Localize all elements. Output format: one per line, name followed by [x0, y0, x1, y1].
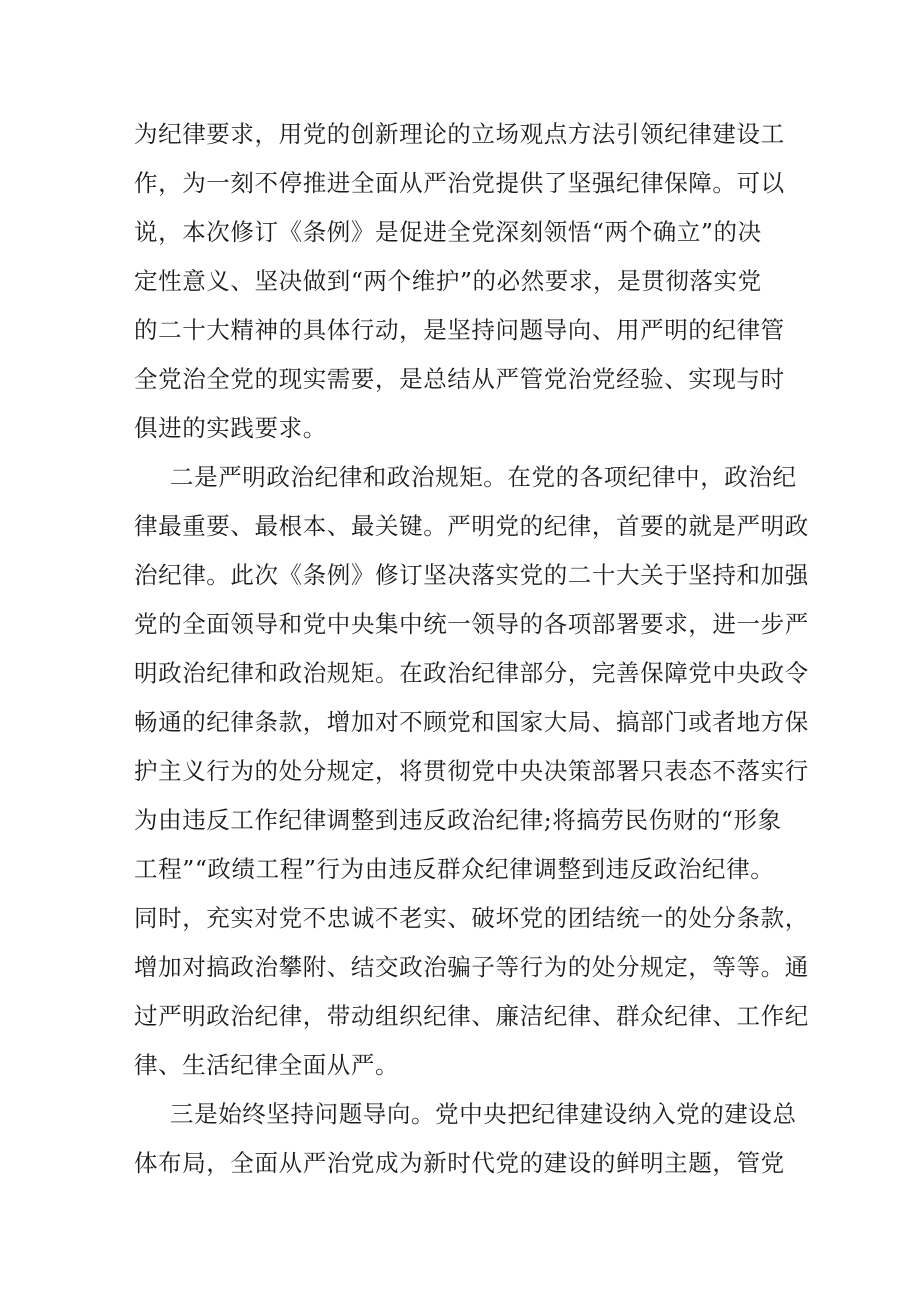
text-line: 同时，充实对党不忠诚不老实、破坏党的团结统一的处分条款， — [134, 904, 809, 932]
text-line: 律最重要、最根本、最关键。严明党的纪律，首要的就是严明政 — [134, 512, 809, 540]
text-line: 定性意义、坚决做到“两个维护”的必然要求，是贯彻落实党 — [134, 267, 762, 295]
text-line: 护主义行为的处分规定，将贯彻党中央决策部署只表态不落实行 — [134, 757, 809, 785]
paragraph-first-line: 三是始终坚持问题导向。党中央把纪律建设纳入党的建设总 — [170, 1100, 797, 1128]
text-line: 党的全面领导和党中央集中统一领导的各项部署要求，进一步严 — [134, 610, 809, 638]
text-line: 明政治纪律和政治规矩。在政治纪律部分，完善保障党中央政令 — [134, 659, 809, 687]
text-line: 体布局，全面从严治党成为新时代党的建设的鲜明主题，管党 — [134, 1149, 785, 1177]
text-line: 过严明政治纪律，带动组织纪律、廉洁纪律、群众纪律、工作纪 — [134, 1002, 809, 1030]
paragraph-first-line: 二是严明政治纪律和政治规矩。在党的各项纪律中，政治纪 — [170, 463, 797, 491]
text-line: 全党治全党的现实需要，是总结从严管党治党经验、实现与时 — [134, 365, 785, 393]
text-line: 俱进的实践要求。 — [134, 414, 327, 442]
text-line: 畅通的纪律条款，增加对不顾党和国家大局、搞部门或者地方保 — [134, 708, 809, 736]
text-line: 的二十大精神的具体行动，是坚持问题导向、用严明的纪律管 — [134, 316, 785, 344]
text-line: 作，为一刻不停推进全面从严治党提供了坚强纪律保障。可以 — [134, 169, 785, 197]
text-line: 治纪律。此次《条例》修订坚决落实党的二十大关于坚持和加强 — [134, 561, 809, 589]
text-line: 增加对搞政治攀附、结交政治骗子等行为的处分规定，等等。通 — [134, 953, 809, 981]
text-line: 为由违反工作纪律调整到违反政治纪律;将搞劳民伤财的“形象 — [134, 806, 782, 834]
text-line: 为纪律要求，用党的创新理论的立场观点方法引领纪律建设工 — [134, 120, 785, 148]
text-line: 律、生活纪律全面从严。 — [134, 1051, 400, 1079]
text-line: 说，本次修订《条例》是促进全党深刻领悟“两个确立”的决 — [134, 218, 762, 246]
text-line: 工程”“政绩工程”行为由违反群众纪律调整到违反政治纪律。 — [134, 855, 775, 883]
